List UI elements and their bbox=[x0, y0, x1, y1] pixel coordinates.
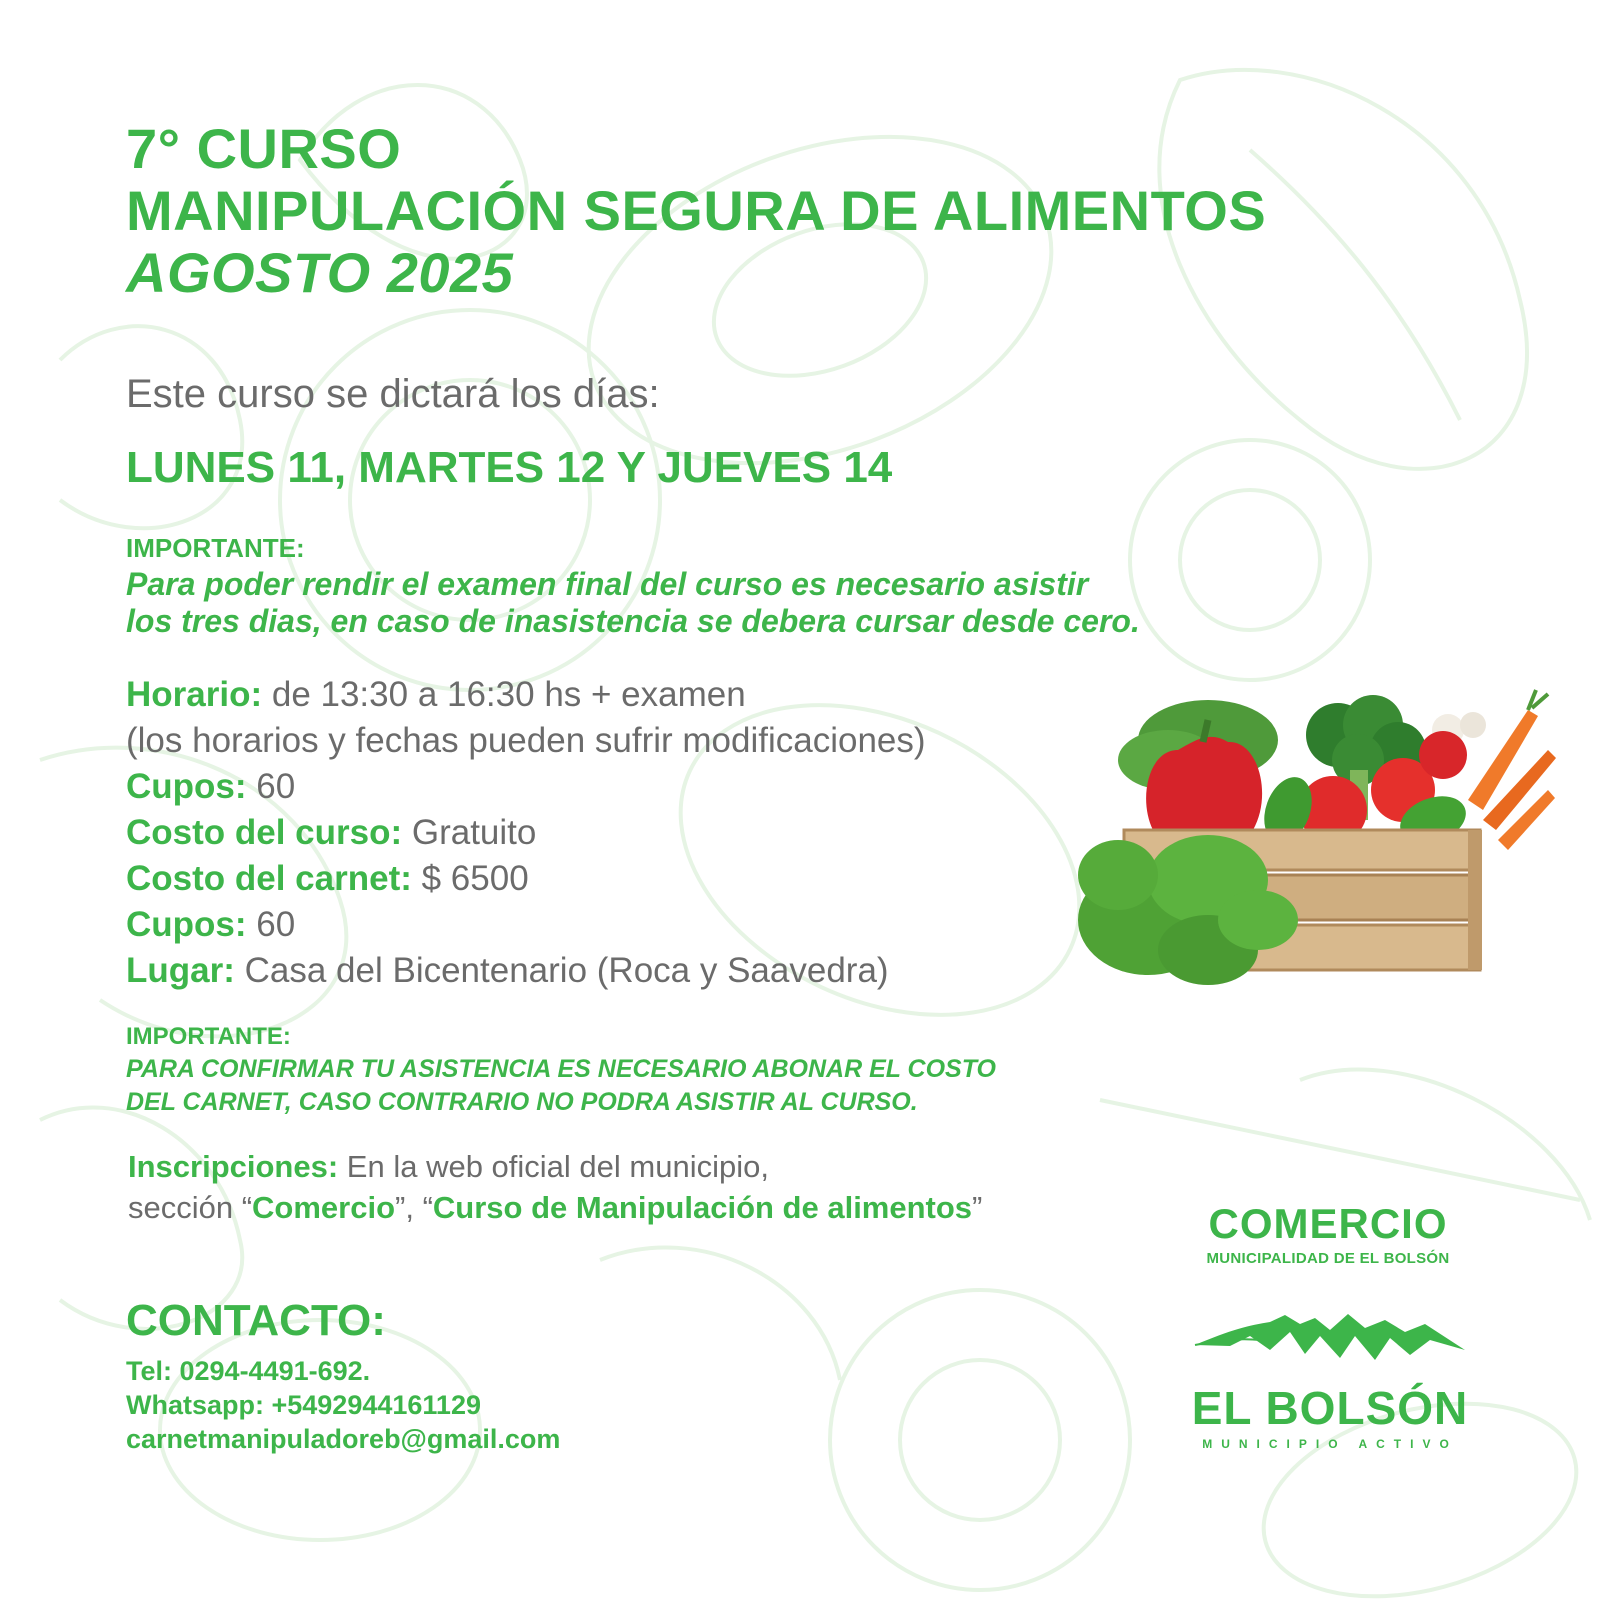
info-costo-carnet bbox=[126, 856, 926, 902]
inscripciones-line1 bbox=[128, 1146, 982, 1187]
comercio-logo bbox=[1192, 1200, 1464, 1267]
mushroom-2 bbox=[1460, 712, 1486, 738]
lugar-value: Casa del Bicentenario (Roca y Saavedra) bbox=[234, 951, 889, 990]
horario-value: de 13:30 a 16:30 hs + examen bbox=[262, 675, 746, 714]
costo-carnet-label: Costo del carnet: bbox=[126, 859, 412, 898]
pepper-stem bbox=[1203, 720, 1208, 742]
inscripciones-mid: ”, “ bbox=[395, 1190, 433, 1225]
tomato-3 bbox=[1419, 731, 1467, 779]
info-lugar bbox=[126, 948, 926, 994]
contact-title: CONTACTO: bbox=[126, 1296, 386, 1345]
carrots bbox=[1468, 690, 1556, 850]
cupos-value: 60 bbox=[246, 767, 296, 806]
vegetable-crate-image bbox=[1058, 680, 1558, 1030]
el-bolson-logo bbox=[1180, 1310, 1480, 1451]
cupos-2-label: Cupos: bbox=[126, 905, 247, 944]
title-course-name: MANIPULACIÓN SEGURA DE ALIMENTOS bbox=[126, 179, 1267, 242]
inscripciones-line2 bbox=[128, 1187, 982, 1228]
cupos-label: Cupos: bbox=[126, 767, 247, 806]
cupos-2-value: 60 bbox=[246, 905, 296, 944]
comercio-logo-subtitle: MUNICIPALIDAD DE EL BOLSÓN bbox=[1206, 1250, 1450, 1267]
info-cupos bbox=[126, 764, 926, 810]
costo-curso-label: Costo del curso: bbox=[126, 813, 403, 852]
inscripciones-course: Curso de Manipulación de alimentos bbox=[432, 1190, 973, 1225]
contact-whatsapp: Whatsapp: +5492944161129 bbox=[126, 1390, 481, 1420]
inscripciones-value: En la web oficial del municipio, bbox=[338, 1149, 769, 1184]
inscripciones-section: Comercio bbox=[252, 1190, 396, 1225]
title-date: AGOSTO 2025 bbox=[126, 241, 514, 304]
comercio-logo-title: COMERCIO bbox=[1208, 1200, 1448, 1247]
important-text-2-line1: PARA CONFIRMAR TU ASISTENCIA ES NECESARIO ABONAR EL COSTO bbox=[126, 1055, 996, 1083]
costo-curso-value: Gratuito bbox=[402, 813, 537, 852]
info-horario bbox=[126, 672, 926, 718]
info-costo-curso bbox=[126, 810, 926, 856]
course-days: LUNES 11, MARTES 12 Y JUEVES 14 bbox=[126, 443, 893, 492]
el-bolson-logo-title: EL BOLSÓN bbox=[1191, 1382, 1469, 1434]
important-label-1: IMPORTANTE: bbox=[126, 533, 305, 563]
lugar-label: Lugar: bbox=[126, 951, 235, 990]
mountain-range-icon bbox=[1190, 1310, 1470, 1370]
important-label-2: IMPORTANTE: bbox=[126, 1023, 291, 1050]
inscripciones-label: Inscripciones: bbox=[128, 1149, 339, 1184]
important-text-1-line2: los tres dias, en caso de inasistencia se debera cursar desde cero. bbox=[126, 603, 1140, 639]
inscripciones-pre: sección “ bbox=[128, 1190, 253, 1225]
el-bolson-logo-subtitle: MUNICIPIO ACTIVO bbox=[1202, 1437, 1458, 1451]
horario-label: Horario: bbox=[126, 675, 263, 714]
contact-email: carnetmanipuladoreb@gmail.com bbox=[126, 1424, 561, 1454]
info-cupos-2 bbox=[126, 902, 926, 948]
inscripciones-block bbox=[128, 1146, 982, 1228]
important-text-2-line2: DEL CARNET, CASO CONTRARIO NO PODRA ASISTIR AL CURSO. bbox=[126, 1088, 918, 1116]
course-info bbox=[126, 672, 926, 994]
important-text-1-line1: Para poder rendir el examen final del curso es necesario asistir bbox=[126, 566, 1089, 602]
inscripciones-post: ” bbox=[972, 1190, 983, 1225]
costo-carnet-value: $ 6500 bbox=[411, 859, 529, 898]
intro-text: Este curso se dictará los días: bbox=[126, 372, 660, 416]
horario-note: (los horarios y fechas pueden sufrir modificaciones) bbox=[126, 721, 926, 760]
contact-tel: Tel: 0294-4491-692. bbox=[126, 1356, 371, 1386]
title-course-number: 7° CURSO bbox=[126, 117, 402, 180]
